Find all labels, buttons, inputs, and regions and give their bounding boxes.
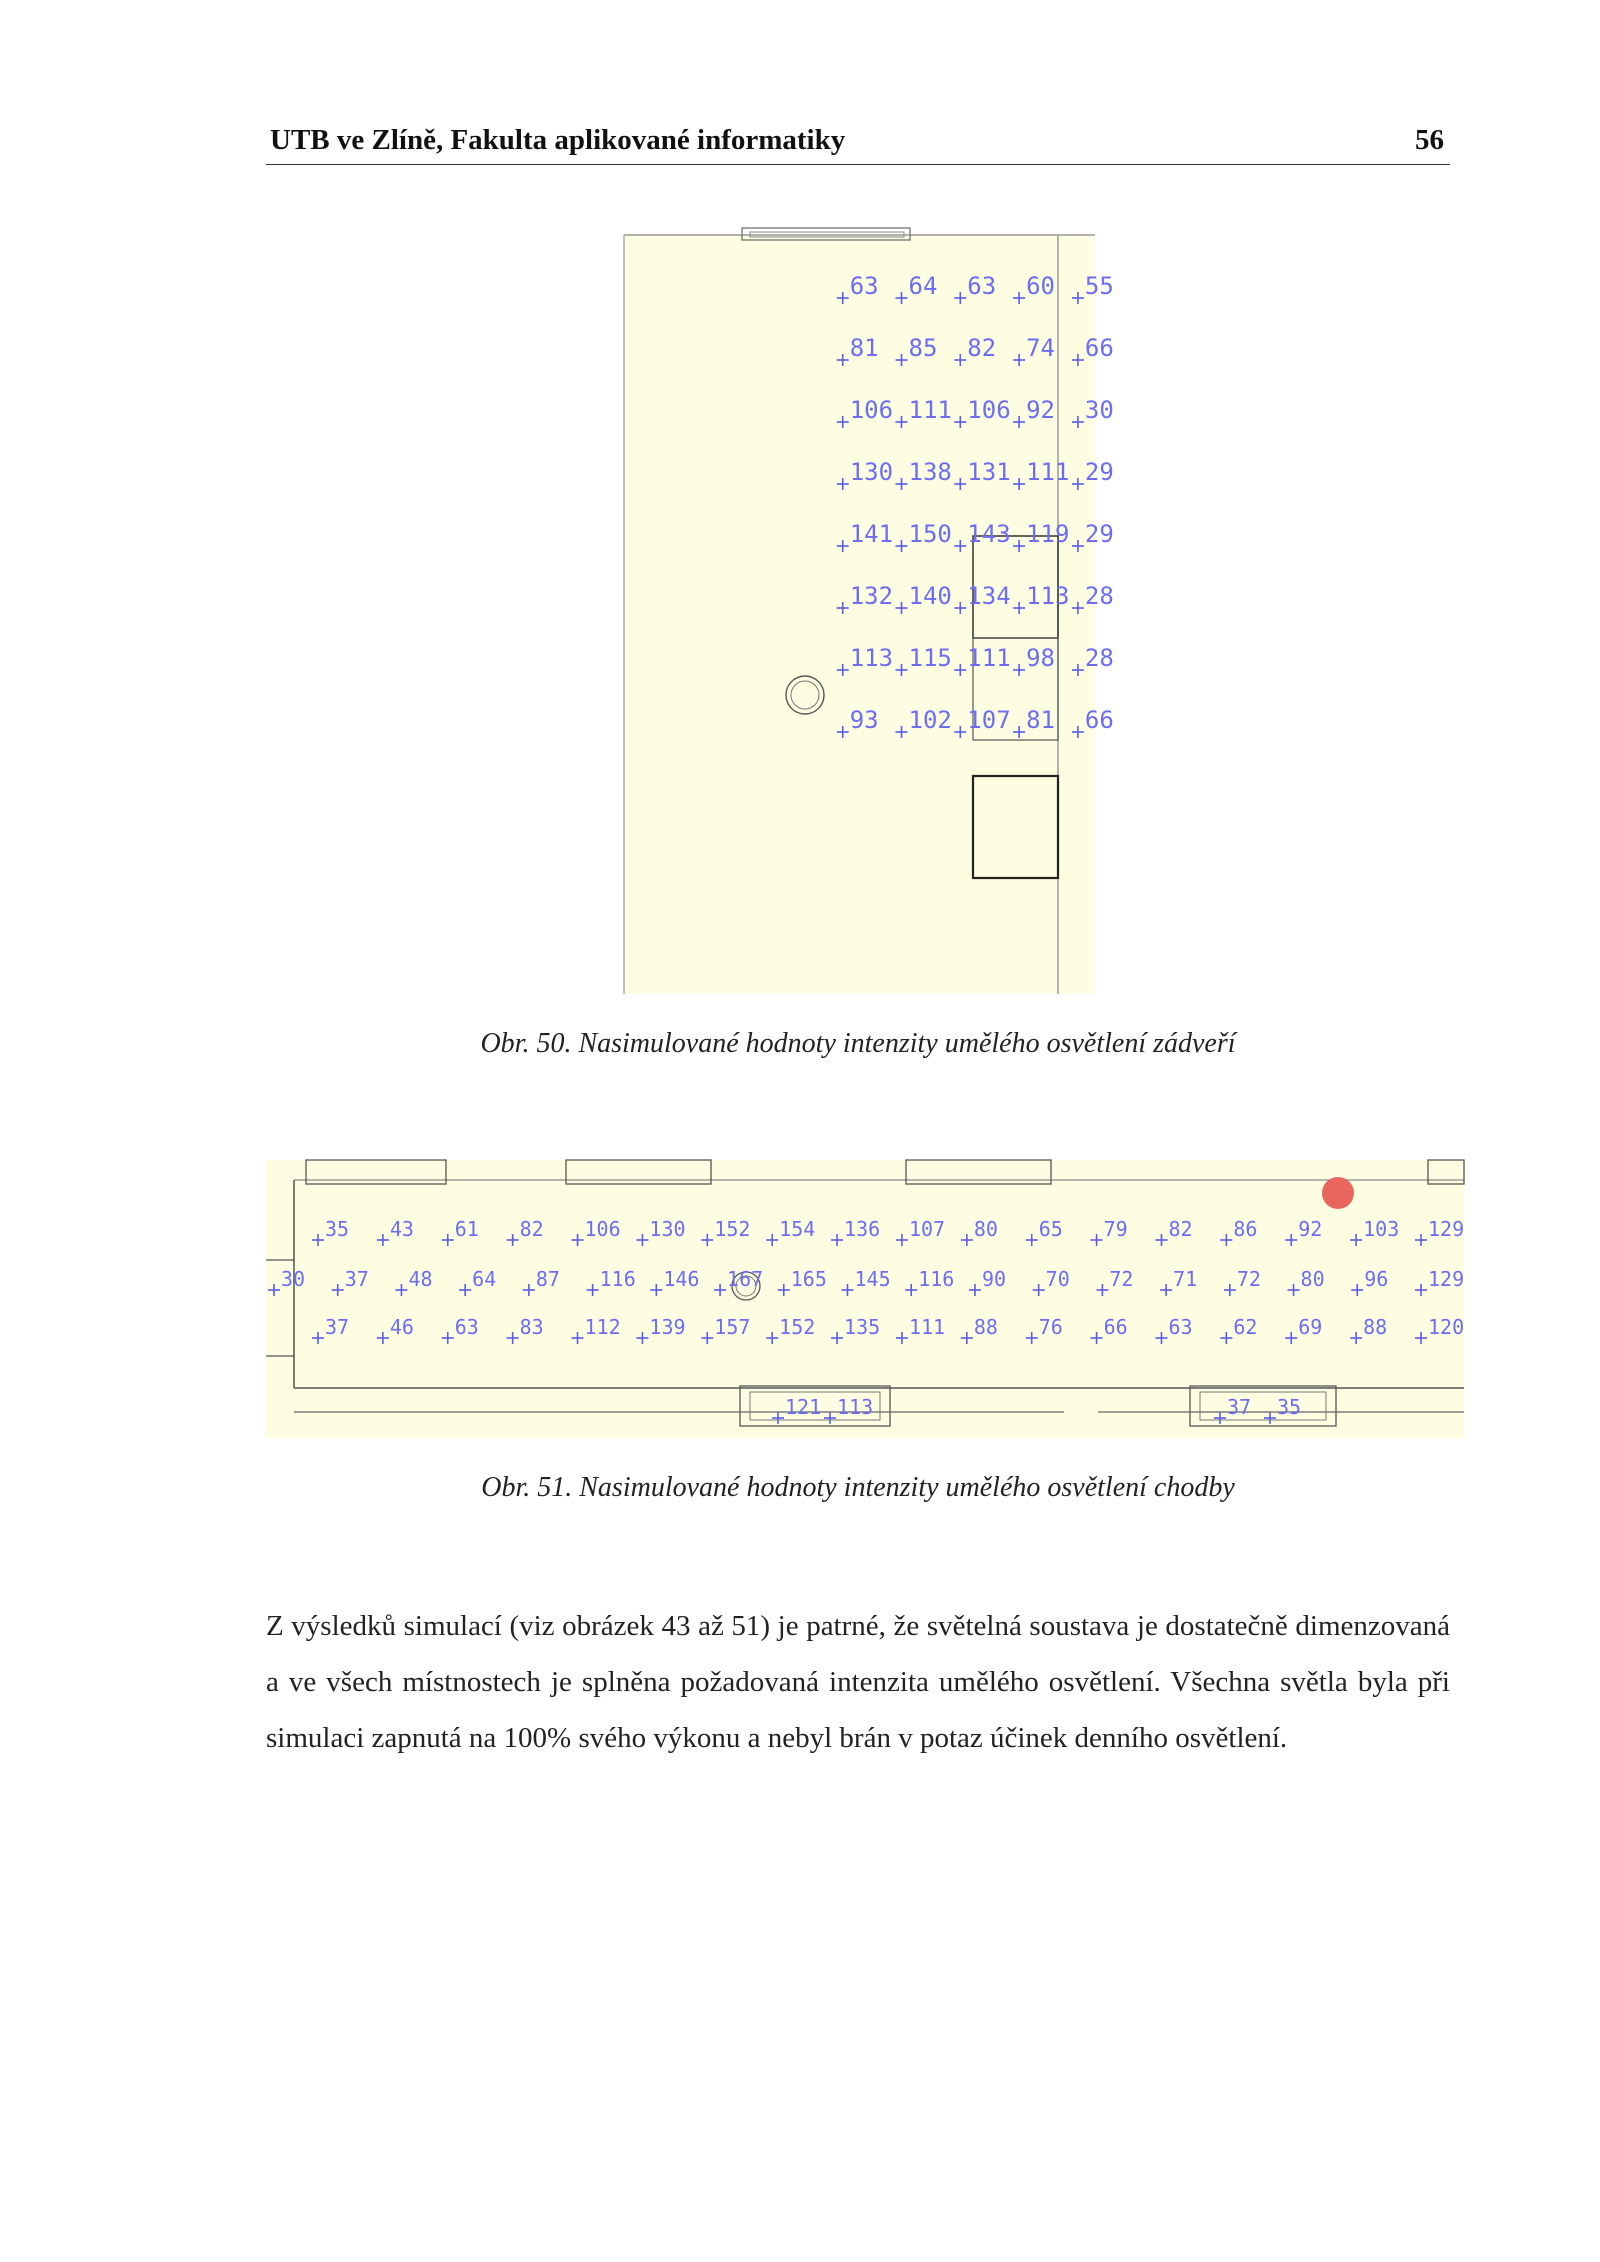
- illuminance-value: 63: [454, 1315, 479, 1339]
- illuminance-value: 81: [849, 334, 879, 362]
- illuminance-value: 107: [908, 1217, 946, 1241]
- illuminance-value: 129: [1428, 1267, 1465, 1291]
- illuminance-value: 93: [849, 706, 879, 734]
- illuminance-value: 80: [1300, 1267, 1325, 1291]
- illuminance-value: 65: [1038, 1217, 1063, 1241]
- illuminance-value: 135: [844, 1315, 881, 1339]
- illuminance-value: 111: [908, 1315, 946, 1339]
- illuminance-value: 64: [908, 272, 938, 300]
- illuminance-value: 43: [389, 1217, 414, 1241]
- illuminance-value: 82: [1168, 1217, 1193, 1241]
- illuminance-value: 74: [1026, 334, 1056, 362]
- illuminance-value: 132: [849, 582, 894, 610]
- illuminance-value: 72: [1236, 1267, 1261, 1291]
- illuminance-value: 167: [727, 1267, 764, 1291]
- illuminance-value: 113: [1026, 582, 1070, 610]
- illuminance-value: 106: [967, 396, 1011, 424]
- illuminance-value: 116: [918, 1267, 955, 1291]
- illuminance-value: 130: [849, 458, 894, 486]
- illuminance-value: 29: [1084, 520, 1114, 548]
- illuminance-value: 81: [1026, 706, 1056, 734]
- illuminance-value: 66: [1103, 1315, 1128, 1339]
- illuminance-value: 62: [1233, 1315, 1258, 1339]
- illuminance-value: 90: [981, 1267, 1007, 1291]
- illuminance-value: 46: [389, 1315, 414, 1339]
- illuminance-value: 29: [1084, 458, 1114, 486]
- annotation-marker: [1322, 1177, 1354, 1209]
- illuminance-value: 111: [908, 396, 952, 424]
- illuminance-value: 30: [1084, 396, 1114, 424]
- illuminance-value: 35: [1277, 1395, 1302, 1419]
- illuminance-value: 130: [649, 1217, 686, 1241]
- illuminance-value: 116: [599, 1267, 636, 1291]
- illuminance-value: 150: [908, 520, 952, 548]
- illuminance-value: 145: [854, 1267, 891, 1291]
- illuminance-value: 88: [973, 1315, 998, 1339]
- illuminance-value: 30: [281, 1267, 306, 1291]
- illuminance-value: 113: [849, 644, 894, 672]
- illuminance-value: 165: [790, 1267, 827, 1291]
- illuminance-value: 66: [1084, 706, 1114, 734]
- illuminance-value: 63: [849, 272, 879, 300]
- page-header: [266, 122, 1450, 165]
- illuminance-value: 70: [1045, 1267, 1070, 1291]
- page-number: 56: [1415, 124, 1444, 156]
- illuminance-value: 88: [1363, 1315, 1388, 1339]
- paragraph-text: Z výsledků simulací (viz obrázek 43 až 51) je patrné, že světelná soustava je dostatečně dimenzovaná a ve všech místnostech je splněna požadovaná intenzita umělého osvětlení. Všechna světla byla při simulaci zapnutá na 100% svého výkonu a nebyl brán v potaz účinek denního osvětlení.: [266, 1610, 1450, 1754]
- illuminance-value: 85: [908, 334, 938, 362]
- figure-50-svg: [624, 224, 1114, 994]
- illuminance-value: 79: [1103, 1217, 1128, 1241]
- illuminance-value: 111: [967, 644, 1011, 672]
- illuminance-value: 119: [1026, 520, 1070, 548]
- illuminance-value: 28: [1084, 644, 1114, 672]
- header-title: UTB ve Zlíně, Fakulta aplikované informatiky: [270, 124, 846, 156]
- illuminance-value: 55: [1084, 272, 1114, 300]
- illuminance-value: 143: [967, 520, 1011, 548]
- illuminance-value: 134: [967, 582, 1011, 610]
- illuminance-value: 157: [714, 1315, 751, 1339]
- illuminance-value: 80: [973, 1217, 998, 1241]
- illuminance-value: 138: [908, 458, 952, 486]
- illuminance-value: 37: [325, 1315, 350, 1339]
- illuminance-value: 146: [663, 1267, 700, 1291]
- illuminance-value: 131: [967, 458, 1011, 486]
- illuminance-value: 96: [1364, 1267, 1389, 1291]
- illuminance-value: 106: [849, 396, 894, 424]
- illuminance-value: 113: [837, 1395, 874, 1419]
- illuminance-value: 37: [344, 1267, 369, 1291]
- illuminance-value: 120: [1428, 1315, 1465, 1339]
- figure-51-svg: [266, 1160, 1464, 1438]
- figure-50-caption: Obr. 50. Nasimulované hodnoty intenzity umělého osvětlení zádveří: [480, 1028, 1236, 1059]
- illuminance-value: 48: [408, 1267, 433, 1291]
- illuminance-value: 66: [1084, 334, 1114, 362]
- illuminance-value: 82: [519, 1217, 544, 1241]
- illuminance-value: 76: [1038, 1315, 1063, 1339]
- illuminance-value: 92: [1298, 1217, 1323, 1241]
- illuminance-value: 115: [908, 644, 952, 672]
- illuminance-value: 141: [849, 520, 894, 548]
- illuminance-value: 72: [1109, 1267, 1134, 1291]
- figure-51-corridor-plan: [266, 1160, 1464, 1438]
- illuminance-value: 152: [714, 1217, 751, 1241]
- illuminance-value: 69: [1298, 1315, 1323, 1339]
- illuminance-value: 139: [649, 1315, 686, 1339]
- illuminance-value: 61: [454, 1217, 479, 1241]
- figure-51-caption: Obr. 51. Nasimulované hodnoty intenzity umělého osvětlení chodby: [481, 1472, 1235, 1503]
- illuminance-value: 152: [779, 1315, 816, 1339]
- illuminance-value: 102: [908, 706, 952, 734]
- illuminance-value: 71: [1173, 1267, 1198, 1291]
- illuminance-value: 103: [1363, 1217, 1400, 1241]
- illuminance-value: 112: [584, 1315, 621, 1339]
- illuminance-value: 121: [785, 1395, 822, 1419]
- illuminance-value: 37: [1227, 1395, 1252, 1419]
- body-paragraph: [266, 1598, 1450, 1766]
- illuminance-value: 86: [1233, 1217, 1258, 1241]
- illuminance-value: 83: [519, 1315, 544, 1339]
- illuminance-value: 111: [1026, 458, 1070, 486]
- illuminance-value: 136: [844, 1217, 881, 1241]
- illuminance-value: 63: [967, 272, 997, 300]
- illuminance-value: 28: [1084, 582, 1114, 610]
- illuminance-value: 140: [908, 582, 952, 610]
- illuminance-value: 154: [779, 1217, 816, 1241]
- illuminance-value: 35: [325, 1217, 350, 1241]
- illuminance-value: 107: [967, 706, 1011, 734]
- figure-50-vestibule-plan: [624, 224, 1114, 994]
- illuminance-value: 60: [1026, 272, 1056, 300]
- illuminance-value: 63: [1168, 1315, 1193, 1339]
- illuminance-value: 106: [584, 1217, 621, 1241]
- illuminance-value: 64: [472, 1267, 497, 1291]
- illuminance-value: 87: [535, 1267, 560, 1291]
- illuminance-value: 98: [1026, 644, 1056, 672]
- illuminance-value: 129: [1428, 1217, 1465, 1241]
- illuminance-value: 82: [967, 334, 997, 362]
- illuminance-value: 92: [1026, 396, 1056, 424]
